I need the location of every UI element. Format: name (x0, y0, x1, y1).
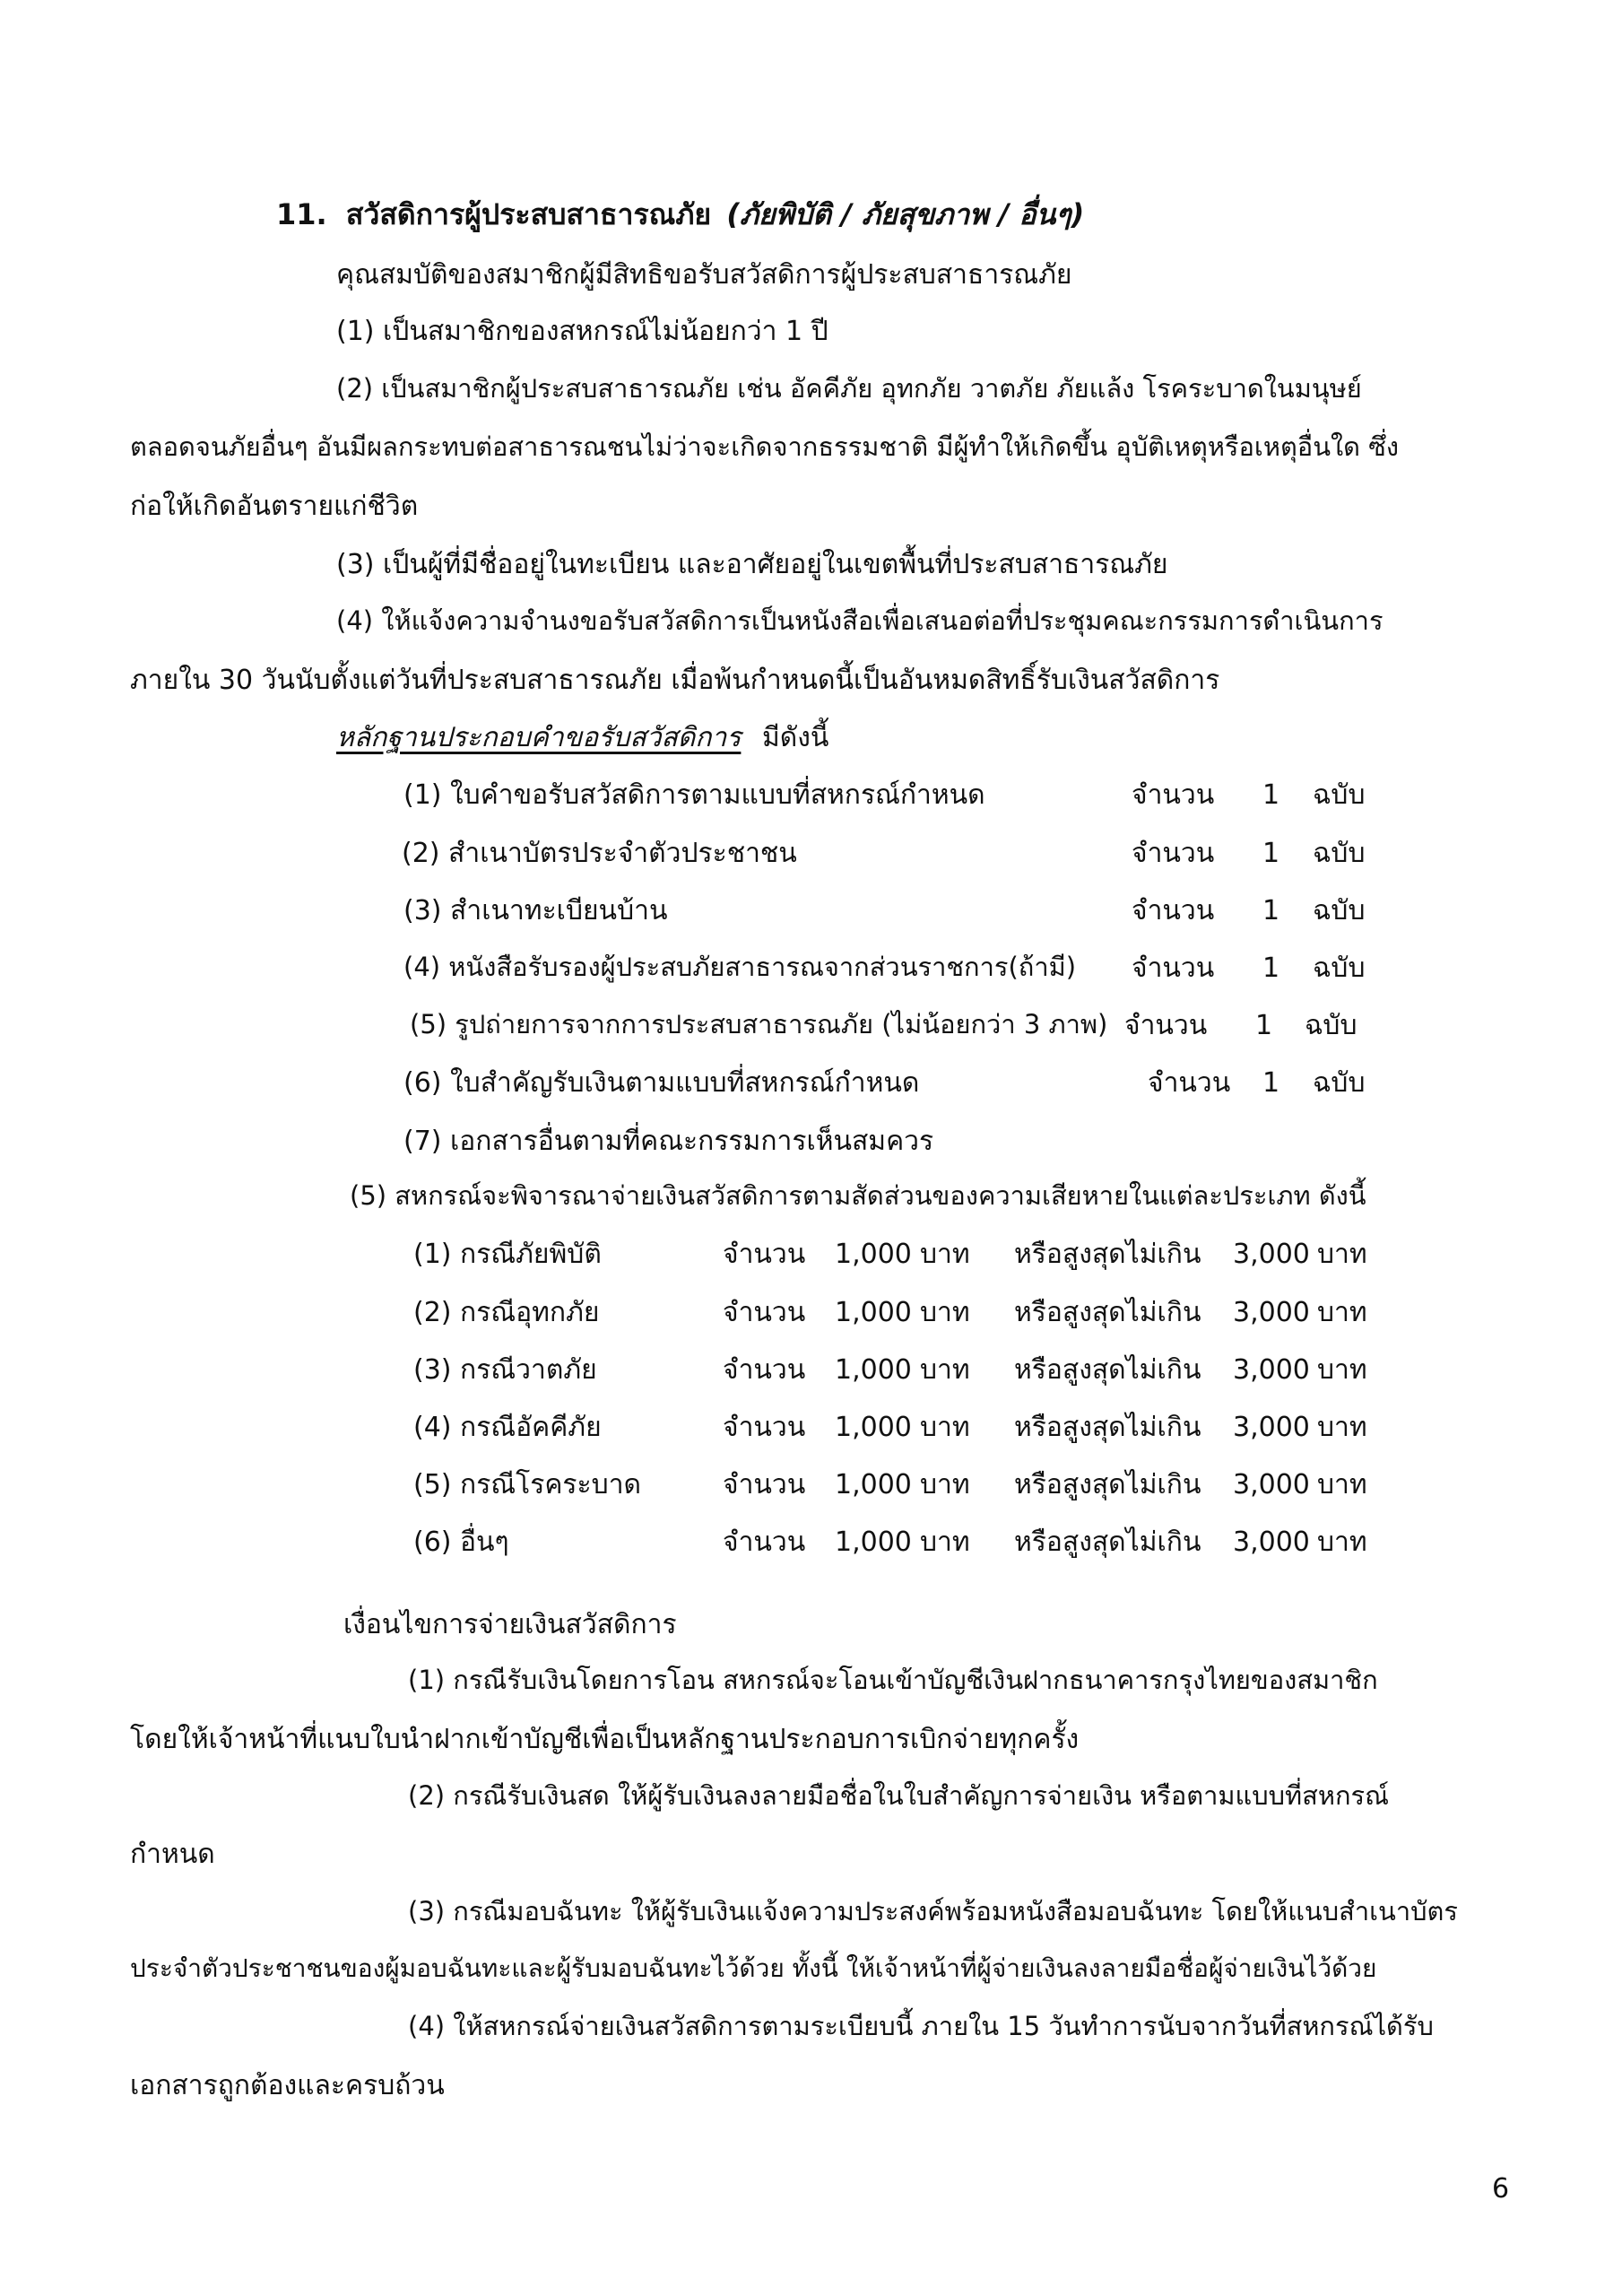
evidence-item-unit-label: จำนวน (1132, 838, 1215, 869)
payment-item-max: 3,000 (1233, 1412, 1310, 1443)
payment-item-currency: บาท (920, 1354, 970, 1386)
payment-item-max: 3,000 (1233, 1469, 1310, 1500)
evidence-item-label: (7) เอกสารอื่นตามที่คณะกรรมการเห็นสมควร (403, 1126, 934, 1157)
payment-item-max-label: หรือสูงสุดไม่เกิน (1014, 1354, 1201, 1386)
payment-item-label: (5) กรณีโรคระบาด (413, 1469, 642, 1500)
payment-item-max-label: หรือสูงสุดไม่เกิน (1014, 1412, 1201, 1443)
payment-item-max: 3,000 (1233, 1297, 1310, 1328)
evidence-item-unit-label: จำนวน (1148, 1067, 1231, 1099)
condition-2-line-1: (2) กรณีรับเงินสด ให้ผู้รับเงินลงลายมือชื่อในใบสำคัญการจ่ายเงิน หรือตามแบบที่สหกรณ์ (408, 1780, 1389, 1811)
evidence-item-qty: 1 (1262, 952, 1280, 984)
payment-item (413, 1355, 1489, 1391)
evidence-item-unit: ฉบับ (1313, 779, 1366, 811)
qualification-item-2-line-3: ก่อให้เกิดอันตรายแก่ชีวิต (130, 491, 419, 522)
evidence-item-label: (5) รูปถ่ายการจากการประสบสาธารณภัย (ไม่น้อยกว่า 3 ภาพ) (410, 1009, 1108, 1039)
qualifications-heading: คุณสมบัติของสมาชิกผู้มีสิทธิขอรับสวัสดิการผู้ประสบสาธารณภัย (336, 259, 1072, 291)
payment-item (413, 1298, 1489, 1334)
payment-item-currency: บาท (920, 1412, 970, 1443)
payment-item-amount-label: จำนวน (723, 1297, 806, 1328)
payment-item-label: (4) กรณีอัคคีภัย (413, 1412, 602, 1443)
payment-item-amount: 1,000 (835, 1354, 912, 1386)
payment-item-max-currency: บาท (1317, 1354, 1367, 1386)
section-title-main: สวัสดิการผู้ประสบสาธารณภัย (345, 197, 712, 231)
evidence-item-label: (6) ใบสำคัญรับเงินตามแบบที่สหกรณ์กำหนด (403, 1067, 920, 1099)
payment-item-max-label: หรือสูงสุดไม่เกิน (1014, 1297, 1201, 1328)
evidence-item (403, 1068, 1479, 1104)
payment-item-max-label: หรือสูงสุดไม่เกิน (1014, 1469, 1201, 1500)
payment-item-currency: บาท (920, 1469, 970, 1500)
evidence-item (403, 896, 1479, 932)
evidence-item-unit-label: จำนวน (1132, 952, 1215, 984)
payment-item-label: (3) กรณีวาตภัย (413, 1354, 597, 1386)
condition-1-line-2: โดยให้เจ้าหน้าที่แนบใบนำฝากเข้าบัญชีเพื่อเป็นหลักฐานประกอบการเบิกจ่ายทุกครั้ง (130, 1724, 1080, 1755)
payment-item (413, 1470, 1489, 1506)
qualification-item-2-line-1: (2) เป็นสมาชิกผู้ประสบสาธารณภัย เช่น อัคคีภัย อุทกภัย วาตภัย ภัยแล้ง โรคระบาดในมนุษย์ (336, 373, 1362, 404)
payment-item-max-currency: บาท (1317, 1469, 1367, 1500)
evidence-item (402, 839, 1478, 874)
evidence-item-qty: 1 (1262, 838, 1280, 869)
payment-item-label: (6) อื่นๆ (413, 1526, 509, 1558)
qualification-item-1: (1) เป็นสมาชิกของสหกรณ์ไม่น้อยกว่า 1 ปี (336, 316, 828, 347)
payment-item-max-label: หรือสูงสุดไม่เกิน (1014, 1239, 1201, 1270)
payment-item-amount-label: จำนวน (723, 1354, 806, 1386)
payment-item-amount: 1,000 (835, 1297, 912, 1328)
qualification-item-3: (3) เป็นผู้ที่มีชื่ออยู่ในทะเบียน และอาศัยอยู่ในเขตพื้นที่ประสบสาธารณภัย (336, 549, 1168, 580)
payment-item-amount-label: จำนวน (723, 1469, 806, 1500)
payment-item-currency: บาท (920, 1526, 970, 1558)
payment-item-label: (2) กรณีอุทกภัย (413, 1297, 600, 1328)
evidence-item-unit: ฉบับ (1313, 952, 1366, 984)
payment-item-max-currency: บาท (1317, 1239, 1367, 1270)
payment-item-amount-label: จำนวน (723, 1412, 806, 1443)
payment-item-currency: บาท (920, 1239, 970, 1270)
payment-item-amount-label: จำนวน (723, 1526, 806, 1558)
evidence-item-unit: ฉบับ (1313, 838, 1366, 869)
payment-item-amount: 1,000 (835, 1469, 912, 1500)
payment-item-max-currency: บาท (1317, 1297, 1367, 1328)
evidence-item-qty: 1 (1262, 779, 1280, 811)
evidence-item-qty: 1 (1262, 1067, 1280, 1099)
condition-4-line-2: เอกสารถูกต้องและครบถ้วน (130, 2070, 445, 2101)
evidence-heading-title: หลักฐานประกอบคำขอรับสวัสดิการ (336, 722, 742, 753)
evidence-item-unit: ฉบับ (1313, 895, 1366, 926)
payment-item-max-label: หรือสูงสุดไม่เกิน (1014, 1526, 1201, 1558)
payment-item-amount: 1,000 (835, 1239, 912, 1270)
payment-item (413, 1413, 1489, 1448)
payment-item-amount: 1,000 (835, 1526, 912, 1558)
evidence-item-qty: 1 (1262, 895, 1280, 926)
payment-item-max-currency: บาท (1317, 1412, 1367, 1443)
condition-3-line-1: (3) กรณีมอบฉันทะ ให้ผู้รับเงินแจ้งความประสงค์พร้อมหนังสือมอบฉันทะ โดยให้แนบสำเนาบัตร (408, 1896, 1458, 1926)
payment-item-label: (1) กรณีภัยพิบัติ (413, 1239, 602, 1270)
condition-2-line-2: กำหนด (130, 1839, 215, 1870)
conditions-heading: เงื่อนไขการจ่ายเงินสวัสดิการ (343, 1609, 677, 1640)
payment-item-currency: บาท (920, 1297, 970, 1328)
evidence-heading (336, 723, 828, 752)
payment-item-amount: 1,000 (835, 1412, 912, 1443)
evidence-item-label: (1) ใบคำขอรับสวัสดิการตามแบบที่สหกรณ์กำหนด (403, 779, 985, 811)
qualification-item-4-line-2: ภายใน 30 วันนับตั้งแต่วันที่ประสบสาธารณภัย เมื่อพ้นกำหนดนี้เป็นอันหมดสิทธิ์รับเงินสวัสดิการ (130, 665, 1220, 696)
qualification-item-2-line-2: ตลอดจนภัยอื่นๆ อันมีผลกระทบต่อสาธารณชนไม่ว่าจะเกิดจากธรรมชาติ มีผู้ทำให้เกิดขึ้น อุบัติเหตุหรือเหตุอื่นใด ซึ่ง (130, 431, 1400, 462)
evidence-item-unit-label: จำนวน (1124, 1010, 1208, 1041)
evidence-item-unit-label: จำนวน (1132, 779, 1215, 811)
evidence-heading-suffix: มีดังนี้ (761, 722, 829, 753)
evidence-item (410, 1011, 1486, 1047)
payment-item-max-currency: บาท (1317, 1526, 1367, 1558)
payment-item (413, 1527, 1489, 1563)
condition-4-line-1: (4) ให้สหกรณ์จ่ายเงินสวัสดิการตามระเบียบนี้ ภายใน 15 วันทำการนับจากวันที่สหกรณ์ได้รับ (408, 2011, 1434, 2041)
qualification-item-4-line-1: (4) ให้แจ้งความจำนงขอรับสวัสดิการเป็นหนังสือเพื่อเสนอต่อที่ประชุมคณะกรรมการดำเนินการ (336, 605, 1383, 636)
evidence-item (403, 953, 1479, 989)
evidence-item (403, 1126, 1479, 1162)
page-number: 6 (1492, 2173, 1510, 2205)
payment-item-max: 3,000 (1233, 1526, 1310, 1558)
section-title (276, 199, 1084, 230)
evidence-item (403, 780, 1479, 816)
payment-item (413, 1239, 1489, 1275)
evidence-item-label: (4) หนังสือรับรองผู้ประสบภัยสาธารณจากส่วนราชการ(ถ้ามี) (403, 952, 1077, 982)
payment-item-max: 3,000 (1233, 1239, 1310, 1270)
evidence-item-label: (2) สำเนาบัตรประจำตัวประชาชน (402, 838, 797, 869)
condition-1-line-1: (1) กรณีรับเงินโดยการโอน สหกรณ์จะโอนเข้าบัญชีเงินฝากธนาคารกรุงไทยของสมาชิก (408, 1665, 1378, 1695)
evidence-item-qty: 1 (1255, 1010, 1273, 1041)
evidence-item-unit: ฉบับ (1313, 1067, 1366, 1099)
payment-item-amount-label: จำนวน (723, 1239, 806, 1270)
condition-3-line-2: ประจำตัวประชาชนของผู้มอบฉันทะและผู้รับมอบฉันทะไว้ด้วย ทั้งนี้ ให้เจ้าหน้าที่ผู้จ่ายเงินลงลายมือชื่อผู้จ่ายเงินไว้ด้วย (130, 1953, 1377, 1983)
payment-item-max: 3,000 (1233, 1354, 1310, 1386)
evidence-item-unit-label: จำนวน (1132, 895, 1215, 926)
section-title-sub: (ภัยพิบัติ / ภัยสุขภาพ / อื่นๆ) (726, 197, 1085, 231)
section-number: 11. (276, 197, 327, 231)
evidence-item-label: (3) สำเนาทะเบียนบ้าน (403, 895, 668, 926)
payment-heading: (5) สหกรณ์จะพิจารณาจ่ายเงินสวัสดิการตามสัดส่วนของความเสียหายในแต่ละประเภท ดังนี้ (350, 1180, 1366, 1211)
evidence-item-unit: ฉบับ (1305, 1010, 1357, 1041)
